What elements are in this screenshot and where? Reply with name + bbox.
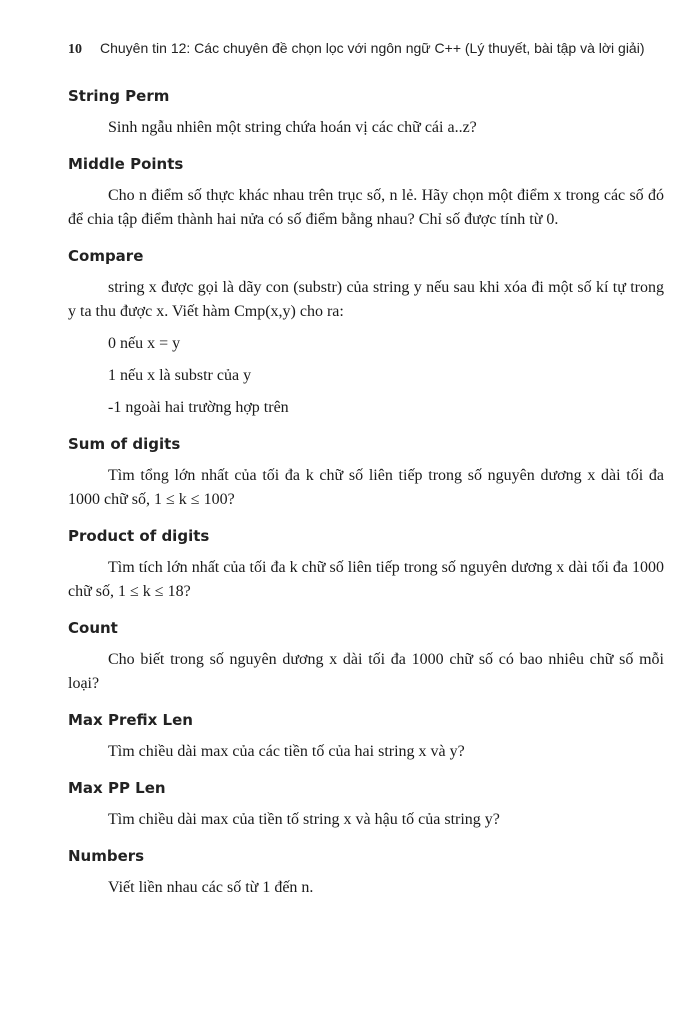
book-title: Chuyên tin 12: Các chuyên đề chọn lọc với ngôn ngữ C++ (Lý thuyết, bài tập và lời giải) bbox=[100, 40, 645, 56]
page-content bbox=[68, 86, 664, 914]
exercise-section bbox=[68, 434, 664, 512]
section-paragraph: string x được gọi là dãy con (substr) của string y nếu sau khi xóa đi một số kí tự trong y ta thu được x. Viết hàm Cmp(x,y) cho ra: bbox=[68, 279, 664, 320]
page-header bbox=[68, 40, 670, 58]
section-paragraph: Cho biết trong số nguyên dương x dài tối đa 1000 chữ số có bao nhiêu chữ số mỗi loại? bbox=[68, 651, 664, 692]
exercise-section bbox=[68, 846, 664, 900]
section-paragraph: Tìm chiều dài max của tiền tố string x và hậu tố của string y? bbox=[108, 811, 500, 828]
exercise-section bbox=[68, 86, 664, 140]
section-title: Numbers bbox=[68, 847, 145, 865]
section-title: Max Prefix Len bbox=[68, 711, 193, 729]
list-item: 0 nếu x = y bbox=[108, 335, 181, 352]
section-title: Middle Points bbox=[68, 155, 184, 173]
section-title: Max PP Len bbox=[68, 779, 166, 797]
section-title: Product of digits bbox=[68, 527, 210, 545]
section-paragraph: Sinh ngẫu nhiên một string chứa hoán vị các chữ cái a..z? bbox=[108, 119, 477, 136]
exercise-section bbox=[68, 710, 664, 764]
section-paragraph: Viết liền nhau các số từ 1 đến n. bbox=[108, 879, 314, 896]
section-paragraph: Tìm tổng lớn nhất của tối đa k chữ số liên tiếp trong số nguyên dương x dài tối đa 1000 chữ số, 1 ≤ k ≤ 100? bbox=[68, 467, 664, 508]
exercise-section bbox=[68, 618, 664, 696]
section-paragraph: Tìm chiều dài max của các tiền tố của hai string x và y? bbox=[108, 743, 465, 760]
section-paragraph: Tìm tích lớn nhất của tối đa k chữ số liên tiếp trong số nguyên dương x dài tối đa 1000 chữ số, 1 ≤ k ≤ 18? bbox=[68, 559, 664, 600]
section-title: Sum of digits bbox=[68, 435, 181, 453]
exercise-section bbox=[68, 154, 664, 232]
exercise-section bbox=[68, 246, 664, 420]
section-title: String Perm bbox=[68, 87, 170, 105]
list-item: -1 ngoài hai trường hợp trên bbox=[108, 399, 289, 416]
list-item: 1 nếu x là substr của y bbox=[108, 367, 252, 384]
exercise-section bbox=[68, 778, 664, 832]
exercise-section bbox=[68, 526, 664, 604]
section-paragraph: Cho n điểm số thực khác nhau trên trục số, n lẻ. Hãy chọn một điểm x trong các số đó để chia tập điểm thành hai nửa có số điểm bằng nhau? Chỉ số được tính từ 0. bbox=[68, 187, 664, 228]
section-title: Compare bbox=[68, 247, 144, 265]
section-title: Count bbox=[68, 619, 118, 637]
page-number: 10 bbox=[68, 42, 82, 57]
